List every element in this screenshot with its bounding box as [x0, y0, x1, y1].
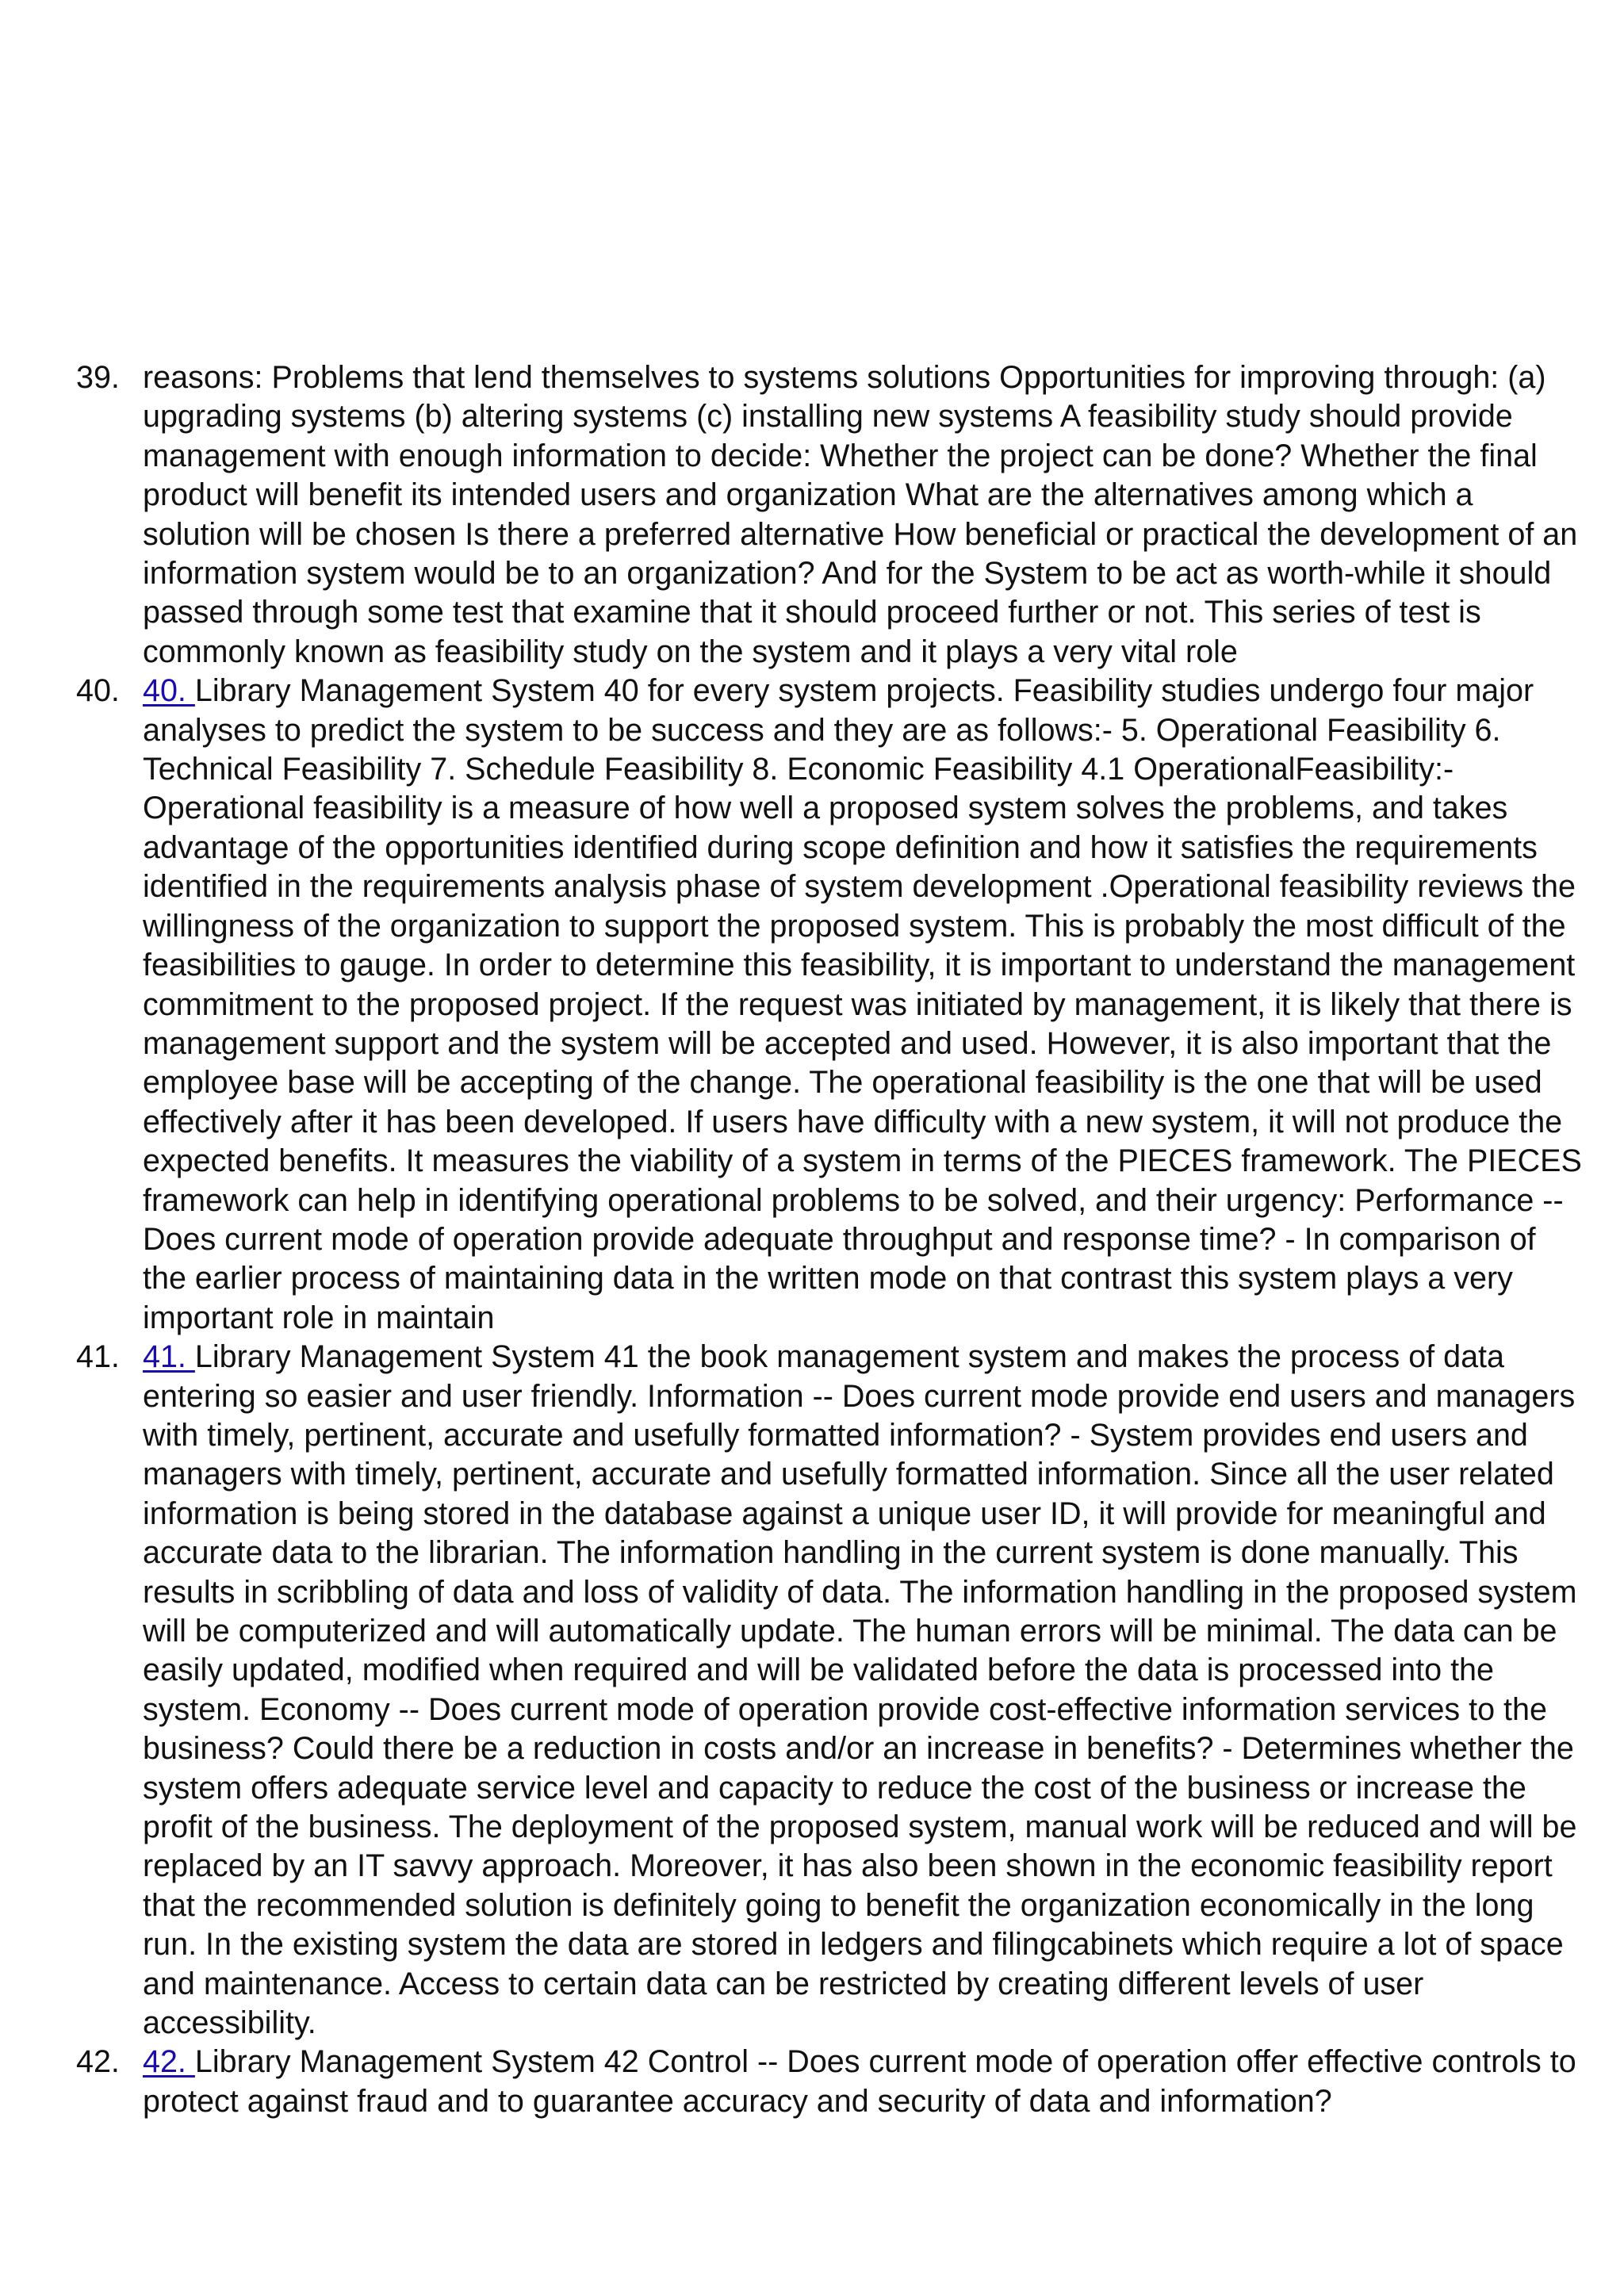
item-text: Library Management System 42 Control -- Does current mode of operation offer effective controls to protect against fraud and to guarantee accuracy and security of data and information?: [143, 2044, 1576, 2119]
list-item: [76, 358, 1583, 672]
list-item: [76, 2043, 1583, 2121]
item-number: 41.: [76, 1339, 120, 1375]
item-link[interactable]: 40.: [143, 673, 195, 709]
item-number: 42.: [76, 2044, 120, 2080]
item-text: Library Management System 40 for every system projects. Feasibility studies undergo four major analyses to predict the system to be success and they are as follows:- 5. Operational Feasibility 6. Technical Feasibility 7. Schedule Feasibility 8. Economic Feasibility 4.1 OperationalFeasibility:- Operational feasibility is a measure of how well a proposed system solves the problems, and takes advantage of the opportunities identified during scope definition and how it satisfies the requirements identified in the requirements analysis phase of system development .Operational feasibility reviews the willingness of the organization to support the proposed system. This is probably the most difficult of the feasibilities to gauge. In order to determine this feasibility, it is important to understand the management commitment to the proposed project. If the request was initiated by management, it is likely that there is management support and the system will be accepted and used. However, it is also important that the employee base will be accepting of the change. The operational feasibility is the one that will be used effectively after it has been developed. If users have difficulty with a new system, it will not produce the expected benefits. It measures the viability of a system in terms of the PIECES framework. The PIECES framework can help in identifying operational problems to be solved, and their urgency: Performance -- Does current mode of operation provide adequate throughput and response time? - In comparison of the earlier process of maintaining data in the written mode on that contrast this system plays a very important role in maintain: [143, 673, 1582, 1335]
item-number: 40.: [76, 673, 120, 709]
item-link[interactable]: 41.: [143, 1339, 195, 1375]
list-item: [76, 1338, 1583, 2043]
item-number: 39.: [76, 360, 120, 395]
numbered-list: [76, 358, 1583, 2121]
list-item: [76, 672, 1583, 1338]
item-text: Library Management System 41 the book management system and makes the process of data entering so easier and user friendly. Information -- Does current mode provide end users and managers with timely, pertinent, accurate and usefully formatted information? - System provides end users and managers with timely, pertinent, accurate and usefully formatted information. Since all the user related information is being stored in the database against a unique user ID, it will provide for meaningful and accurate data to the librarian. The information handling in the current system is done manually. This results in scribbling of data and loss of validity of data. The information handling in the proposed system will be computerized and will automatically update. The human errors will be minimal. The data can be easily updated, modified when required and will be validated before the data is processed into the system. Economy -- Does current mode of operation provide cost-effective information services to the business? Could there be a reduction in costs and/or an increase in benefits? - Determines whether the system offers adequate service level and capacity to reduce the cost of the business or increase the profit of the business. The deployment of the proposed system, manual work will be reduced and will be replaced by an IT savvy approach. Moreover, it has also been shown in the economic feasibility report that the recommended solution is definitely going to benefit the organization economically in the long run. In the existing system the data are stored in ledgers and filingcabinets which require a lot of space and maintenance. Access to certain data can be restricted by creating different levels of user accessibility.: [143, 1339, 1577, 2041]
item-text: reasons: Problems that lend themselves to systems solutions Opportunities for improving through: (a) upgrading systems (b) altering systems (c) installing new systems A feasibility study should provide management with enough information to decide: Whether the project can be done? Whether the final product will benefit its intended users and organization What are the alternatives among which a solution will be chosen Is there a preferred alternative How beneficial or practical the development of an information system would be to an organization? And for the System to be act as worth-while it should passed through some test that examine that it should proceed further or not. This series of test is commonly known as feasibility study on the system and it plays a very vital role: [143, 360, 1578, 669]
item-link[interactable]: 42.: [143, 2044, 195, 2080]
